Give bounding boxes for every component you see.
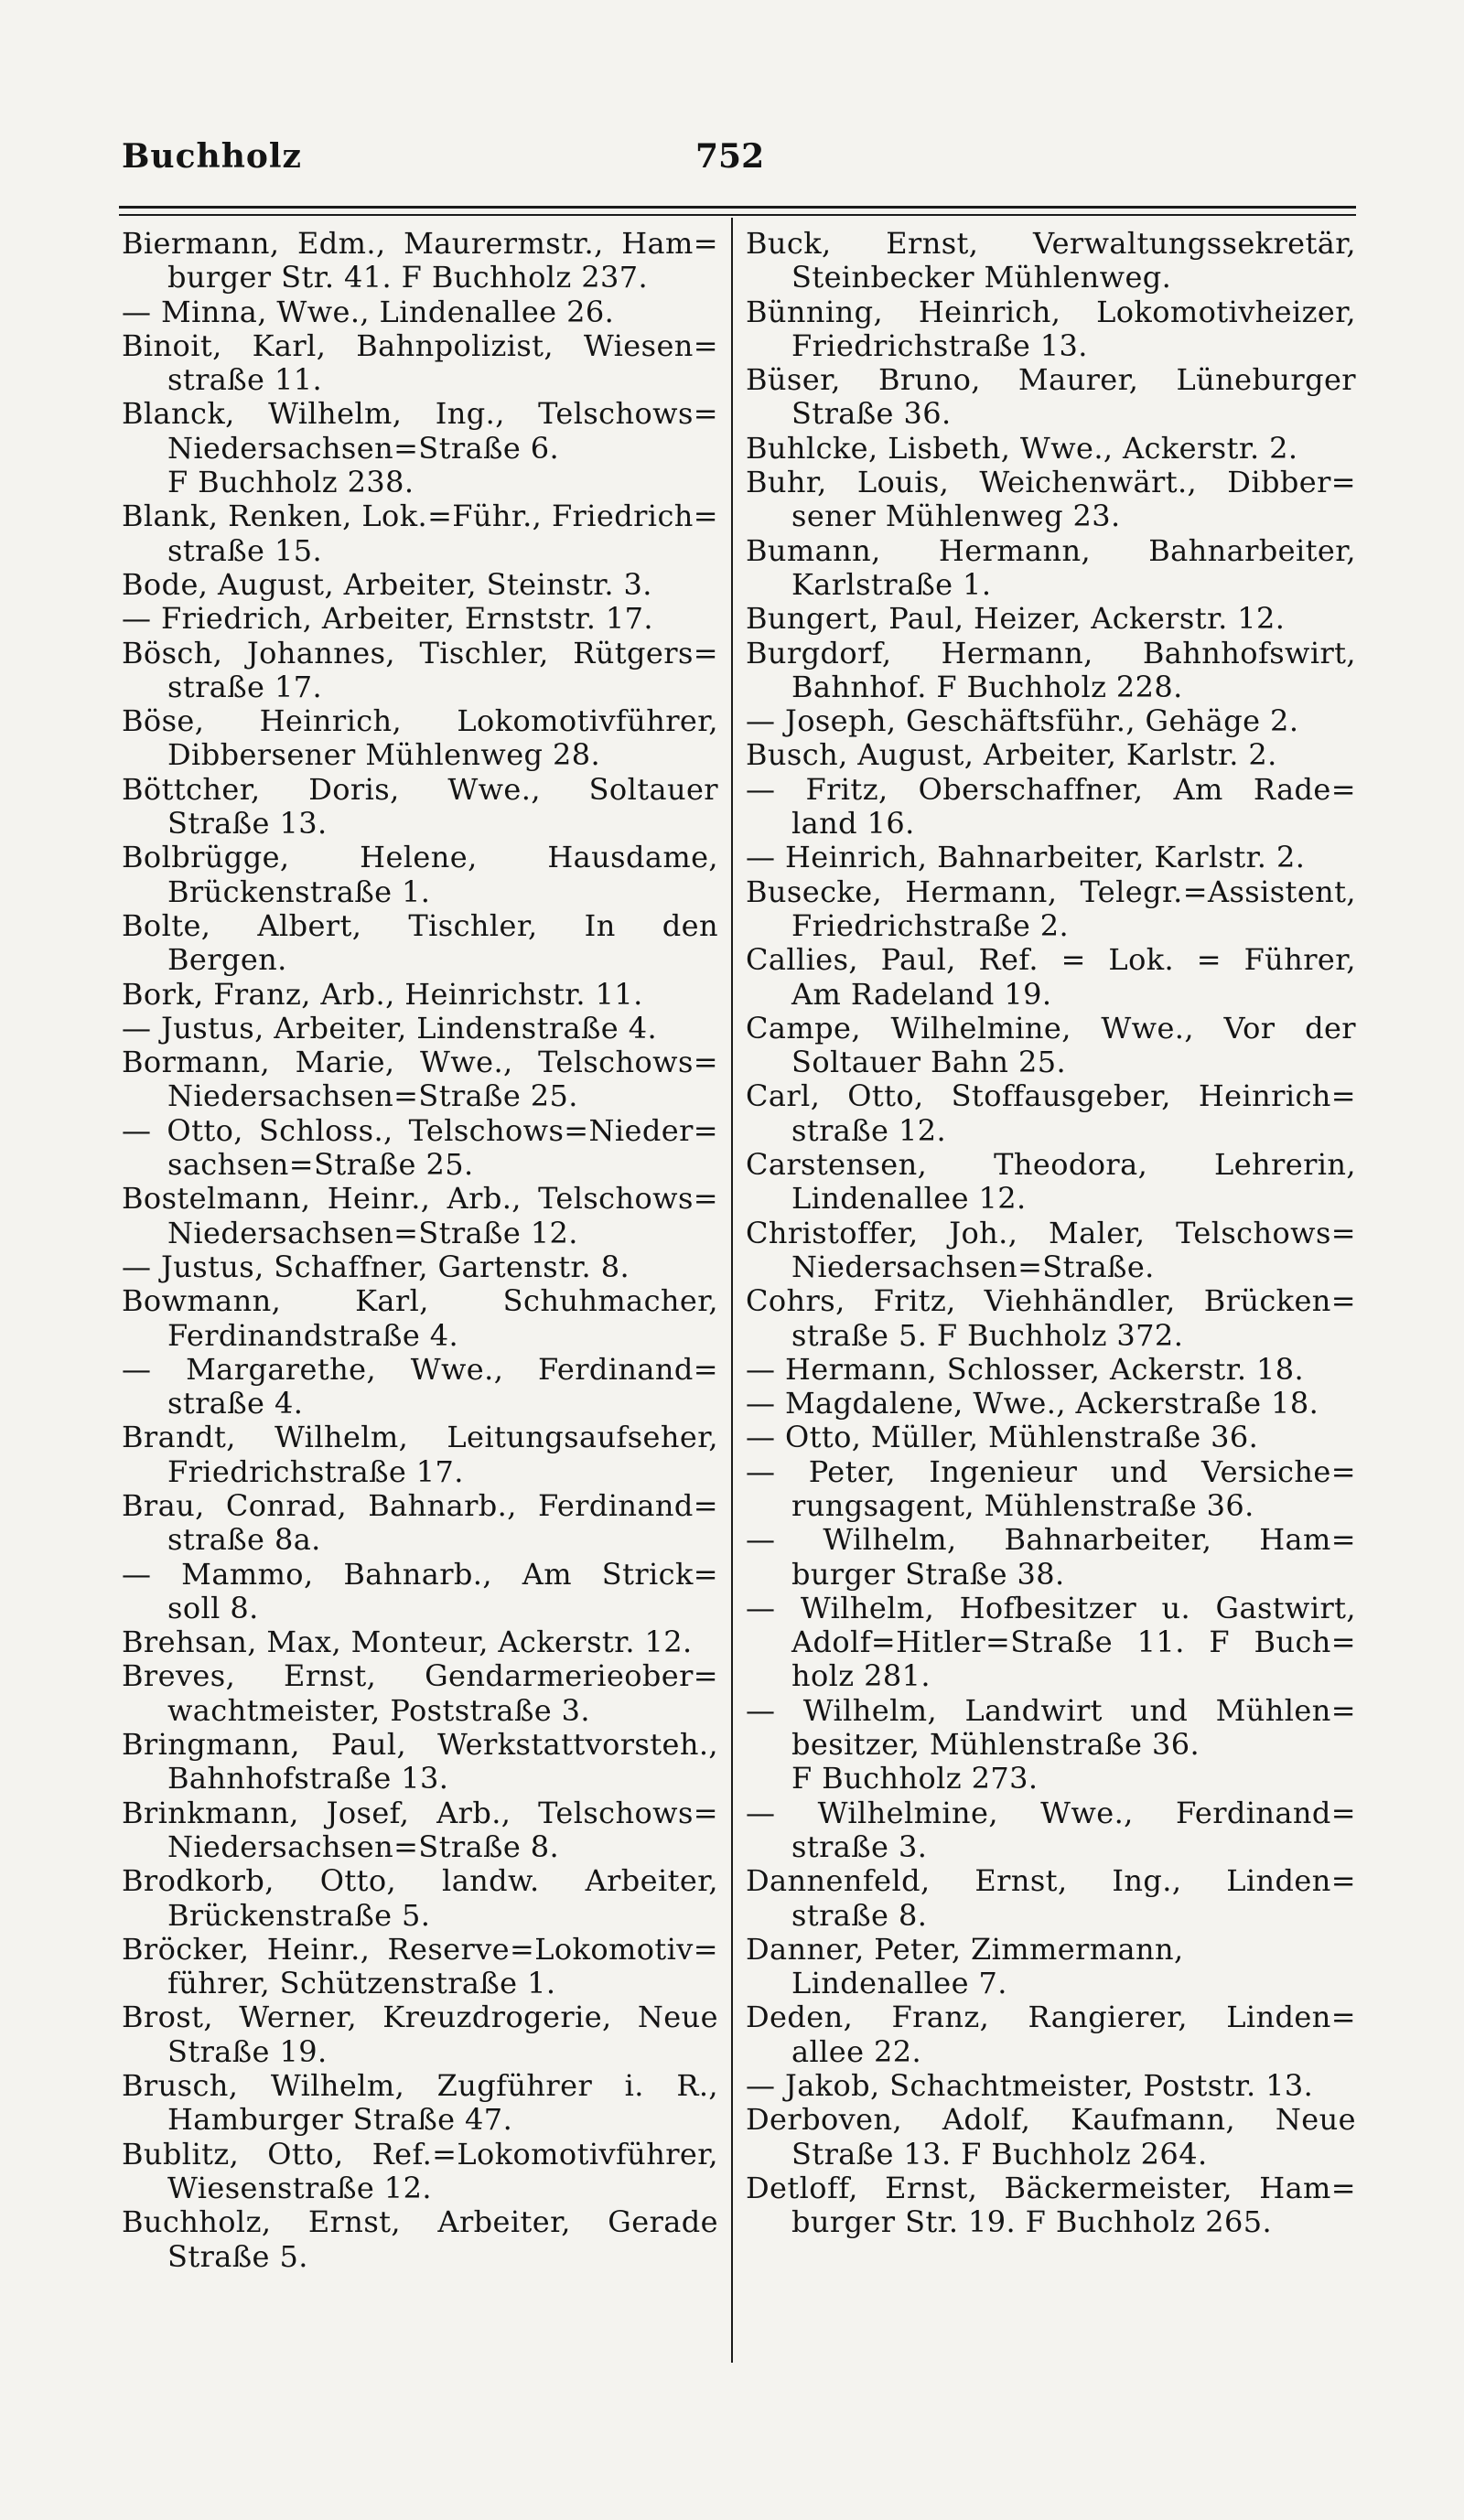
entry-line: Breves, Ernst, Gendarmerieober= (122, 1659, 718, 1694)
entry-line: Bringmann, Paul, Werkstattvorsteh., (122, 1728, 718, 1763)
entry-line: sener Mühlenweg 23. (791, 499, 1121, 534)
entry-line: Friedrichstraße 2. (791, 908, 1070, 943)
entry-line: land 16. (791, 807, 915, 842)
entry-line: straße 8a. (167, 1523, 321, 1558)
entry-line: Bolbrügge, Helene, Hausdame, (122, 841, 718, 875)
entry-line: Bahnhofstraße 13. (167, 1762, 449, 1796)
entry-line: Christoffer, Joh., Maler, Telschows= (746, 1216, 1356, 1250)
entry-line: straße 12. (791, 1113, 947, 1148)
entry-line: Lindenallee 12. (791, 1182, 1027, 1217)
entry-line: Carstensen, Theodora, Lehrerin, (746, 1148, 1356, 1183)
entry-line: straße 3. (791, 1829, 928, 1864)
entry-line: — Otto, Schloss., Telschows=Nieder= (122, 1113, 718, 1148)
entry-line: Böttcher, Doris, Wwe., Soltauer (122, 772, 718, 807)
entry-line: Am Radeland 19. (791, 977, 1052, 1012)
entry-line: Burgdorf, Hermann, Bahnhofswirt, (746, 636, 1356, 670)
entry-line: Dibbersener Mühlenweg 28. (167, 738, 601, 773)
entry-line: Carl, Otto, Stoffausgeber, Heinrich= (746, 1079, 1356, 1114)
running-head: Buchholz (122, 137, 302, 176)
entry-line: F Buchholz 273. (791, 1762, 1039, 1796)
entry-line: Bode, August, Arbeiter, Steinstr. 3. (122, 567, 652, 602)
entry-line: straße 5. F Buchholz 372. (791, 1318, 1184, 1353)
entry-line: Böse, Heinrich, Lokomotivführer, (122, 704, 718, 739)
entry-line: Detloff, Ernst, Bäckermeister, Ham= (746, 2171, 1356, 2205)
entry-line: Dannenfeld, Ernst, Ing., Linden= (746, 1864, 1356, 1899)
entry-line: straße 4. (167, 1387, 304, 1421)
entry-line: Wiesenstraße 12. (167, 2171, 432, 2205)
entry-line: — Wilhelmine, Wwe., Ferdinand= (746, 1796, 1356, 1830)
entry-line: — Heinrich, Bahnarbeiter, Karlstr. 2. (746, 841, 1306, 875)
entry-line: Bergen. (167, 943, 287, 978)
entry-line: straße 11. (167, 363, 323, 398)
entry-line: Cohrs, Fritz, Viehhändler, Brücken= (746, 1284, 1356, 1319)
entry-line: Brusch, Wilhelm, Zugführer i. R., (122, 2069, 718, 2104)
entry-line: Bahnhof. F Buchholz 228. (791, 670, 1183, 704)
entry-line: Bublitz, Otto, Ref.=Lokomotivführer, (122, 2137, 718, 2171)
entry-line: führer, Schützenstraße 1. (167, 1967, 556, 2001)
entry-line: allee 22. (791, 2034, 922, 2069)
entry-line: Bungert, Paul, Heizer, Ackerstr. 12. (746, 602, 1286, 637)
entry-line: Danner, Peter, Zimmermann, (746, 1932, 1184, 1967)
entry-line: Niedersachsen=Straße 25. (167, 1079, 578, 1114)
entry-line: Friedrichstraße 17. (167, 1454, 464, 1489)
entry-line: Deden, Franz, Rangierer, Linden= (746, 2000, 1356, 2035)
entry-line: burger Straße 38. (791, 1557, 1065, 1592)
entry-line: rungsagent, Mühlenstraße 36. (791, 1488, 1254, 1523)
entry-line: Blanck, Wilhelm, Ing., Telschows= (122, 397, 718, 432)
entry-line: Adolf=Hitler=Straße 11. F Buch= (791, 1625, 1356, 1660)
entry-line: Bork, Franz, Arb., Heinrichstr. 11. (122, 977, 643, 1012)
entry-line: Steinbecker Mühlenweg. (791, 261, 1172, 295)
entry-line: straße 17. (167, 670, 323, 704)
entry-line: Hamburger Straße 47. (167, 2103, 513, 2138)
entry-line: Ferdinandstraße 4. (167, 1318, 459, 1353)
entry-line: Busch, August, Arbeiter, Karlstr. 2. (746, 738, 1277, 773)
entry-line: F Buchholz 238. (167, 466, 414, 500)
entry-line: — Justus, Arbeiter, Lindenstraße 4. (122, 1011, 658, 1046)
entry-line: burger Str. 19. F Buchholz 265. (791, 2205, 1273, 2240)
entry-line: straße 15. (167, 533, 323, 568)
entry-line: Derboven, Adolf, Kaufmann, Neue (746, 2103, 1356, 2138)
entry-line: Buchholz, Ernst, Arbeiter, Gerade (122, 2205, 718, 2240)
entry-line: — Jakob, Schachtmeister, Poststr. 13. (746, 2069, 1314, 2104)
entry-line: straße 8. (791, 1898, 928, 1933)
left-column (122, 227, 718, 2274)
entry-line: Niedersachsen=Straße. (791, 1249, 1155, 1284)
entry-line: — Justus, Schaffner, Gartenstr. 8. (122, 1249, 630, 1284)
entry-line: Campe, Wilhelmine, Wwe., Vor der (746, 1011, 1356, 1046)
page-number: 752 (695, 137, 765, 176)
entry-line: Niedersachsen=Straße 6. (167, 431, 560, 466)
entry-line: — Joseph, Geschäftsführ., Gehäge 2. (746, 704, 1299, 739)
entry-line: burger Str. 41. F Buchholz 237. (167, 261, 649, 295)
entry-line: Straße 13. F Buchholz 264. (791, 2137, 1208, 2171)
entry-line: Straße 36. (791, 397, 952, 432)
entry-line: Binoit, Karl, Bahnpolizist, Wiesen= (122, 328, 718, 363)
entry-line: holz 281. (791, 1659, 931, 1694)
entry-line: — Otto, Müller, Mühlenstraße 36. (746, 1421, 1259, 1455)
entry-line: Biermann, Edm., Maurermstr., Ham= (122, 227, 718, 261)
entry-line: Brodkorb, Otto, landw. Arbeiter, (122, 1864, 718, 1899)
entry-line: — Wilhelm, Bahnarbeiter, Ham= (746, 1523, 1356, 1558)
entry-line: — Friedrich, Arbeiter, Ernststr. 17. (122, 602, 653, 637)
entry-line: Brehsan, Max, Monteur, Ackerstr. 12. (122, 1625, 693, 1660)
entry-line: Lindenallee 7. (791, 1967, 1007, 2001)
entry-line: Bowmann, Karl, Schuhmacher, (122, 1284, 718, 1319)
entry-line: Soltauer Bahn 25. (791, 1046, 1067, 1080)
column-divider (731, 218, 733, 2363)
entry-line: Buhlcke, Lisbeth, Wwe., Ackerstr. 2. (746, 431, 1298, 466)
entry-line: Buck, Ernst, Verwaltungssekretär, (746, 227, 1356, 261)
entry-line: Brückenstraße 5. (167, 1898, 431, 1933)
entry-line: Büser, Bruno, Maurer, Lüneburger (746, 363, 1356, 398)
entry-line: Straße 13. (167, 807, 328, 842)
entry-line: Bolte, Albert, Tischler, In den (122, 908, 718, 943)
entry-line: — Margarethe, Wwe., Ferdinand= (122, 1352, 718, 1387)
entry-line: — Minna, Wwe., Lindenallee 26. (122, 295, 615, 329)
entry-line: Brandt, Wilhelm, Leitungsaufseher, (122, 1421, 718, 1455)
entry-line: Bröcker, Heinr., Reserve=Lokomotiv= (122, 1932, 718, 1967)
entry-line: Bostelmann, Heinr., Arb., Telschows= (122, 1182, 718, 1217)
entry-line: — Wilhelm, Hofbesitzer u. Gastwirt, (746, 1591, 1356, 1625)
entry-line: — Wilhelm, Landwirt und Mühlen= (746, 1693, 1356, 1728)
entry-line: sachsen=Straße 25. (167, 1148, 474, 1183)
entry-line: besitzer, Mühlenstraße 36. (791, 1728, 1200, 1763)
entry-line: — Fritz, Oberschaffner, Am Rade= (746, 772, 1356, 807)
entry-line: Brau, Conrad, Bahnarb., Ferdinand= (122, 1488, 718, 1523)
entry-line: Bumann, Hermann, Bahnarbeiter, (746, 533, 1356, 568)
entry-line: soll 8. (167, 1591, 259, 1625)
entry-line: Busecke, Hermann, Telegr.=Assistent, (746, 874, 1356, 909)
entry-line: Brückenstraße 1. (167, 874, 431, 909)
entry-line: — Hermann, Schlosser, Ackerstr. 18. (746, 1352, 1305, 1387)
entry-line: Friedrichstraße 13. (791, 328, 1088, 363)
entry-line: Niedersachsen=Straße 8. (167, 1829, 560, 1864)
entry-line: — Magdalene, Wwe., Ackerstraße 18. (746, 1387, 1319, 1421)
entry-line: Bösch, Johannes, Tischler, Rütgers= (122, 636, 718, 670)
entry-line: — Mammo, Bahnarb., Am Strick= (122, 1557, 718, 1592)
entry-line: Straße 19. (167, 2034, 328, 2069)
entry-line: Straße 5. (167, 2239, 308, 2274)
entry-line: Niedersachsen=Straße 12. (167, 1216, 578, 1250)
entry-line: Bormann, Marie, Wwe., Telschows= (122, 1046, 718, 1080)
entry-line: Callies, Paul, Ref. = Lok. = Führer, (746, 943, 1356, 978)
entry-line: Blank, Renken, Lok.=Führ., Friedrich= (122, 499, 718, 534)
entry-line: Brost, Werner, Kreuzdrogerie, Neue (122, 2000, 718, 2035)
entry-line: Karlstraße 1. (791, 567, 992, 602)
entry-line: Bünning, Heinrich, Lokomotivheizer, (746, 295, 1356, 329)
right-column (746, 227, 1356, 2240)
header-rule-bottom (119, 214, 1356, 216)
entry-line: Buhr, Louis, Weichenwärt., Dibber= (746, 466, 1356, 500)
header-rule-top (119, 206, 1356, 209)
entry-line: wachtmeister, Poststraße 3. (167, 1693, 590, 1728)
entry-line: — Peter, Ingenieur und Versiche= (746, 1454, 1356, 1489)
entry-line: Brinkmann, Josef, Arb., Telschows= (122, 1796, 718, 1830)
